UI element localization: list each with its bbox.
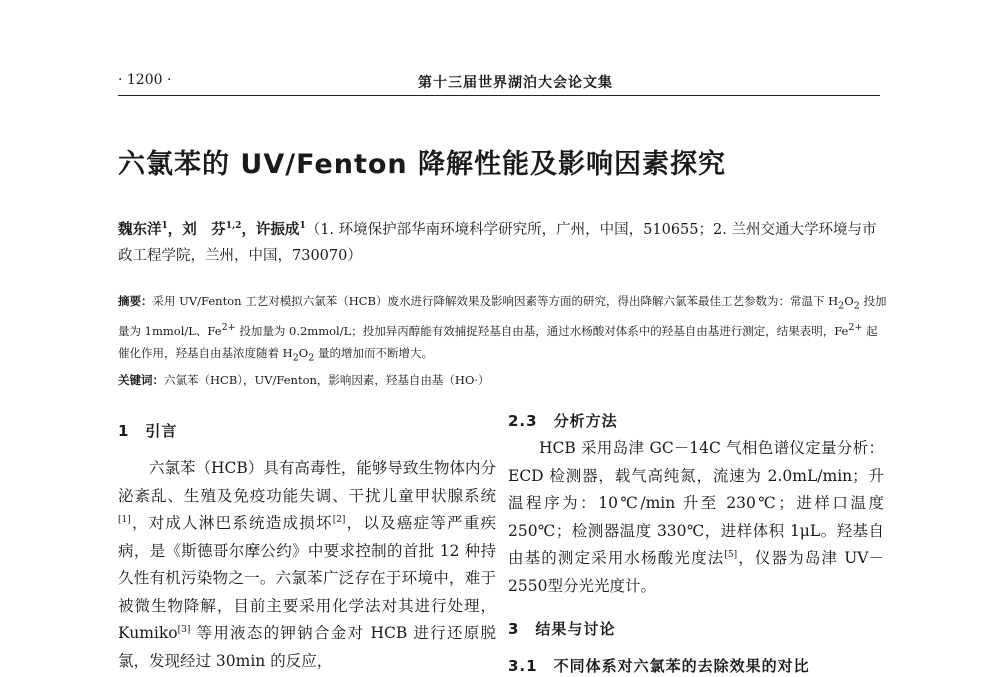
citation-3: [3] <box>177 624 191 635</box>
left-column <box>118 420 496 675</box>
header-rule <box>118 95 880 96</box>
subsection-heading-3-1: 3.1 不同体系对六氯苯的去除效果的对比 <box>508 657 810 675</box>
citation-2: [2] <box>332 514 346 525</box>
citation-1: [1] <box>118 514 131 525</box>
author-block <box>118 213 888 269</box>
running-header <box>118 70 880 96</box>
journal-title: 第十三届世界湖泊大会论文集 <box>418 75 613 91</box>
keywords-label: 关键词： <box>118 373 164 388</box>
citation-5: [5] <box>724 549 738 560</box>
keywords: 六氯苯（HCB），UV/Fenton，影响因素，羟基自由基（HO·） <box>164 373 490 388</box>
paper-title: 六氯苯的 UV/Fenton 降解性能及影响因素探究 <box>118 149 727 180</box>
author-1: 魏东洋$^1$ <box>118 220 168 238</box>
intro-paragraph: 六氯苯（HCB）具有高毒性，能够导致生物体内分泌紊乱、生殖及免疫功能失调、干扰儿童甲状腺系统[1]，对成人淋巴系统造成损坏[2]，以及癌症等严重疾病，是《斯德哥尔摩公约》中要求控制的首批 12 种持久性有机污染物之一。六氯苯广泛存在于环境中，难于被微生物降解，目前主要采用化学法对其进行处理，Kumiko[3] 等用液态的钾钠合金对 HCB 进行还原脱氯，发现经过 30min 的反应， <box>118 459 496 670</box>
abstract-label: 摘要： <box>118 294 153 308</box>
right-column <box>508 410 884 676</box>
abstract: 摘要：采用 UV/Fenton 工艺对模拟六氯苯（HCB）废水进行降解效果及影响因素等方面的研究，得出降解六氯苯最佳工艺参数为：常温下 $H_2O_2$ 投加量为 1mmol/L、$Fe^{2+}$ 投加量为 0.2mmol/L；投加异丙醇能有效捕捉羟基自由基，通过水杨酸对体系中的羟基自由基进行测定，结果表明，$Fe^{2+}$ 起催化作用，羟基自由基浓度随着 $H_2O_2$ 量的增加而不断增大。 关键词：六氯苯（HCB），UV/Fenton，影响因素，羟基自由基（HO·） <box>118 294 887 388</box>
section-heading-analysis-method: 2.3 分析方法 <box>508 412 618 430</box>
author-2: ，刘 芬$^{1,2}$ <box>167 220 242 238</box>
author-3: ，许振成$^1$ <box>241 220 306 238</box>
section-heading-introduction: 1 引言 <box>118 422 178 440</box>
page-number: · 1200 · <box>118 72 172 88</box>
section-heading-results: 3 结果与讨论 <box>508 620 616 638</box>
affiliation: （1. 环境保护部华南环境科学研究所，广州，中国，510655；2. 兰州交通大学环境与市政工程学院，兰州，中国，730070） <box>118 221 877 264</box>
analysis-paragraph: HCB 采用岛津 GC－14C 气相色谱仪定量分析：ECD 检测器，载气高纯氮，流速为 2.0mL/min；升温程序为：10℃/min 升至 230℃；进样口温度 250℃；检测器温度 330℃，进样体积 1μL。羟基自由基的测定采用水杨酸光度法[5]，仪器为岛津 UV－2550型分光光度计。 <box>508 439 884 595</box>
